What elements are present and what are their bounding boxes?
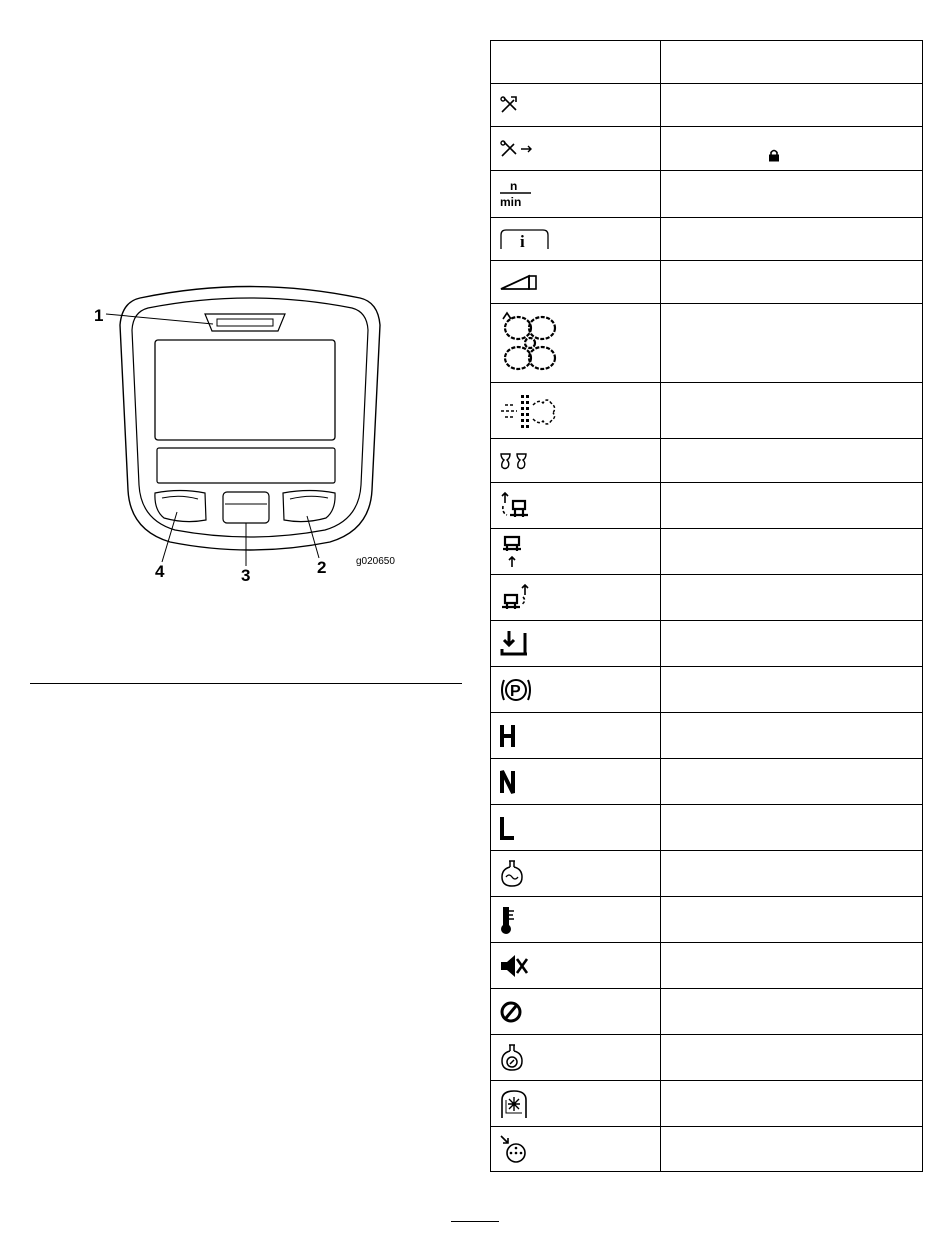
row-description — [661, 261, 923, 304]
table-row — [491, 575, 923, 621]
table-row — [491, 529, 923, 575]
row-description — [661, 171, 923, 218]
table-row — [491, 851, 923, 897]
callout-2: 2 — [317, 558, 327, 577]
table-row — [491, 943, 923, 989]
coolant-temperature-icon — [499, 859, 527, 889]
row-description — [661, 84, 923, 127]
infocenter-icon-table — [490, 40, 923, 1172]
table-row — [491, 171, 923, 218]
row-description — [661, 897, 923, 943]
header-icon-column — [491, 41, 661, 84]
table-row — [491, 759, 923, 805]
row-description — [661, 759, 923, 805]
row-description — [661, 805, 923, 851]
callout-3: 3 — [241, 566, 251, 585]
table-row — [491, 439, 923, 483]
svg-text:P: P — [510, 682, 521, 700]
row-description — [661, 304, 923, 383]
service-due-icon — [499, 95, 519, 115]
infocenter-device-drawing — [80, 280, 420, 600]
operator-leave-seat-icon — [499, 491, 533, 521]
svg-text:min: min — [500, 195, 522, 209]
table-header-row — [491, 41, 923, 84]
operator-raise-icon — [499, 583, 533, 613]
table-row — [491, 127, 923, 171]
row-description — [661, 989, 923, 1035]
table-row — [491, 1035, 923, 1081]
row-description — [661, 713, 923, 759]
row-description — [661, 1127, 923, 1172]
infocenter-figure — [80, 280, 420, 600]
table-row — [491, 1127, 923, 1172]
figure-code: g020650 — [356, 556, 395, 567]
row-description — [661, 1081, 923, 1127]
exhaust-filter-regeneration-icon — [499, 389, 563, 433]
high-range-icon — [499, 723, 519, 749]
pto-engaged-icon — [499, 629, 533, 659]
parking-brake-icon — [499, 676, 533, 704]
fast-throttle-icon — [499, 272, 539, 292]
row-description — [661, 621, 923, 667]
svg-text:n: n — [510, 179, 518, 193]
callout-4: 4 — [155, 562, 165, 581]
table-row — [491, 304, 923, 383]
header-description-column — [661, 41, 923, 84]
table-row — [491, 383, 923, 439]
row-description — [661, 667, 923, 713]
table-row — [491, 483, 923, 529]
table-row — [491, 897, 923, 943]
section-divider — [30, 683, 462, 684]
speedometer-icon — [499, 1134, 531, 1164]
row-description — [661, 1035, 923, 1081]
table-row — [491, 1081, 923, 1127]
table-row — [491, 621, 923, 667]
temperature-hot-icon — [499, 905, 519, 935]
table-row — [491, 713, 923, 759]
footer-rule — [451, 1221, 499, 1222]
audio-muted-icon — [499, 953, 529, 979]
row-description — [661, 943, 923, 989]
table-row — [491, 218, 923, 261]
row-description — [661, 439, 923, 483]
lock-icon — [768, 149, 780, 162]
row-description — [661, 851, 923, 897]
table-row — [491, 261, 923, 304]
low-range-icon — [499, 815, 519, 841]
heater-icon — [499, 1088, 531, 1120]
table-row — [491, 805, 923, 851]
row-description — [661, 529, 923, 575]
callout-1: 1 — [94, 306, 104, 325]
glow-plug-icon — [499, 451, 533, 471]
engine-start-icon — [499, 1043, 527, 1073]
row-description — [661, 218, 923, 261]
operator-in-seat-icon — [499, 535, 529, 569]
not-allowed-icon — [499, 999, 525, 1025]
table-row — [491, 989, 923, 1035]
table-row — [491, 667, 923, 713]
table-row — [491, 84, 923, 127]
row-description — [661, 575, 923, 621]
fan-reverse-icon — [499, 311, 561, 375]
neutral-icon — [499, 769, 519, 795]
row-description — [661, 383, 923, 439]
engine-rpm-icon — [499, 179, 533, 209]
info-icon — [499, 227, 551, 251]
reset-service-hours-icon — [499, 139, 543, 159]
row-description — [661, 483, 923, 529]
svg-text:i: i — [520, 232, 525, 251]
